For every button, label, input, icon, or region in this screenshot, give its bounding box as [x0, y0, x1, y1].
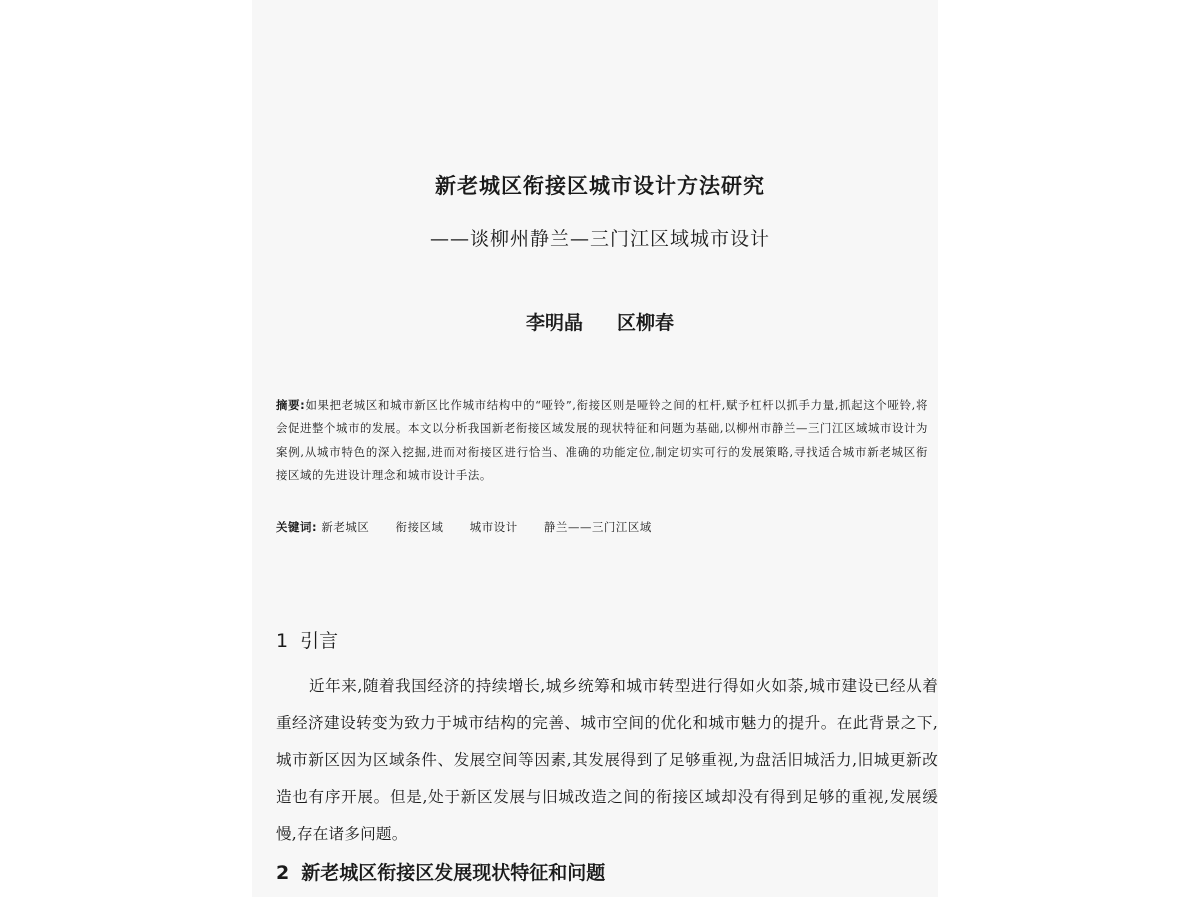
abstract-label: 摘要: [276, 398, 306, 412]
keyword: 城市设计 [469, 520, 518, 534]
keyword: 静兰——三门江区域 [543, 520, 652, 534]
keywords [276, 516, 928, 539]
keywords-label: 关键词: [276, 520, 318, 534]
paper-title: 新老城区衔接区城市设计方法研究 [435, 174, 765, 198]
section-heading [276, 626, 338, 653]
keyword: 新老城区 [321, 520, 370, 534]
section-number: 1 [276, 630, 289, 652]
keyword: 衔接区域 [395, 520, 444, 534]
abstract-text: 如果把老城区和城市新区比作城市结构中的“哑铃”,衔接区则是哑铃之间的杠杆,赋予杠杆以抓手力量,抓起这个哑铃,将会促进整个城市的发展。本文以分析我国新老衔接区域发展的现状特征和问题为基础,以柳州市静兰—三门江区域城市设计为案例,从城市特色的深入挖掘,进而对衔接区进行恰当、准确的功能定位,制定切实可行的发展策略,寻找适合城市新老城区衔接区域的先进设计理念和城市设计手法。 [276, 398, 928, 483]
section-number: 2 [276, 862, 290, 884]
author-list [0, 308, 1200, 335]
section-heading [276, 858, 605, 885]
author-name: 李明晶 [525, 312, 583, 334]
section-title: 新老城区衔接区发展现状特征和问题 [301, 862, 606, 884]
section-body: 近年来,随着我国经济的持续增长,城乡统筹和城市转型进行得如火如荼,城市建设已经从着重经济建设转变为致力于城市结构的完善、城市空间的优化和城市魅力的提升。在此背景之下,城市新区因为区域条件、发展空间等因素,其发展得到了足够重视,为盘活旧城活力,旧城更新改造也有序开展。但是,处于新区发展与旧城改造之间的衔接区域却没有得到足够的重视,发展缓慢,存在诸多问题。 [276, 677, 938, 843]
author-name: 区柳春 [617, 312, 675, 334]
paper-subtitle: ——谈柳州静兰—三门江区域城市设计 [429, 228, 770, 250]
abstract [276, 394, 928, 488]
section-title: 引言 [300, 630, 339, 652]
